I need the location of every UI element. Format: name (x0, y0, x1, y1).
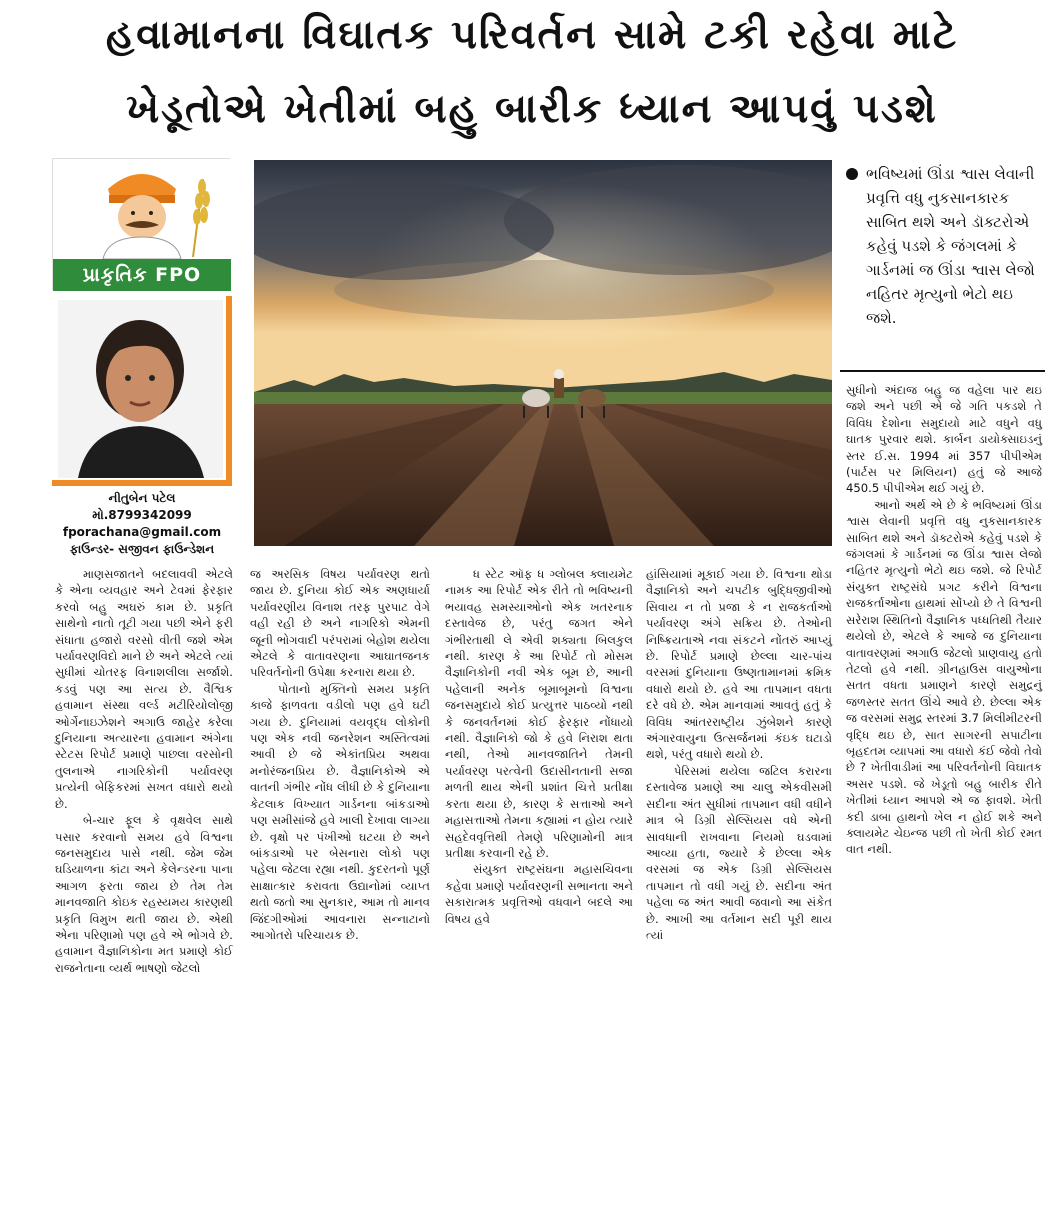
headline-line-2: ખેડૂતોએ ખેતીમાં બહુ બારીક ધ્યાન આપવું પડશે (126, 86, 938, 132)
author-phone: મો.8799342099 (92, 508, 192, 522)
pull-quote-text: ભવિષ્યમાં ઊંડા શ્વાસ લેવાની પ્રવૃત્તિ વધુ નુકસાનકારક સાબિત થશે અને ડૉક્ટરોએ કહેવું પડશે કે જંગલમાં કે ગાર્ડનમાં જ ઊંડા શ્વાસ લેજો નહિતર મૃત્યુનો ભેટો થઇ જશે. (866, 165, 1035, 327)
author-role: ફાઉન્ડર- સજીવન ફાઉન્ડેશન (69, 542, 215, 556)
fpo-logo (52, 158, 230, 290)
headline-line-1: હવામાનના વિઘાતક પરિવર્તન સામે ટકી રહેવા માટે (105, 12, 959, 58)
paragraph: પેરિસમાં થયેલા જટિલ કરારના દસ્તાવેજ પ્રમાણે આ ચાલુ એકવીસમી સદીના અંત સુધીમાં તાપમાન વધી વધીને માત્ર બે ડિગ્રી સેલ્સિયસ વધે એની સાવધાની રાખવાના નિયમો ઘડવામાં આવ્યા હતા, જ્યારે કે છેલ્લા એક વરસમાં જ એક ડિગ્રી સેલ્સિયસ તાપમાન તો વધી ગયું છે. સદીના અંત પહેલા જ અંત આવી જવાનો આ સંકેત છે. આખી આ વર્તમાન સદી પૂરી થાય ત્યાં (646, 763, 832, 942)
author-email: fporachana@gmail.com (62, 525, 222, 539)
article-column-2 (250, 566, 430, 943)
paragraph: આનો અર્થ એ છે કે ભવિષ્યમાં ઊંડા શ્વાસ લેવાની પ્રવૃત્તિ વધુ નુકસાનકારક સાબિત થશે અને ડૉક્ટરોએ કહેવું પડશે કે જંગલમાં કે ગાર્ડનમાં જ ઊંડા શ્વાસ લેજો નહિતર મૃત્યુનો ભેટો થઇ જશે. જે રિપોર્ટ સંયુક્ત રાષ્ટ્રસંઘે પ્રગટ કરીને વિશ્વના રાજકર્તાઓના હાથમાં સોંપ્યો છે તે વિશ્વની સરેરાશ સ્થિતિનો વૈજ્ઞાનિક પધ્ધતિથી તૈયાર થયેલો છે, એટલે કે આજે જ દુનિયાના વાતાવરણમાં અગાઉ જેટલો પ્રાણવાયુ હતો તેટલો હવે નથી. ગ્રીનહાઉસ વાયુઓના સતત વધતા પ્રમાણને કારણે સમુદ્રનું જળસ્તર સતત ઊંચે આવે છે. છેલ્લા એક જ વરસમાં સમુદ્ર સ્તરમાં 3.7 મિલીમીટરની વૃદ્ધિ થઇ છે, સાત સાગરની સપાટીના બૃહદતમ વ્યાપમાં આ વધારો કંઈ જેવો તેવો છે ? ખેતીવાડીમાં આ પરિવર્તનોની વિઘાતક અસર પડશે. જે ખેડૂતો બહુ બારીક રીતે ખેતીમાં ધ્યાન આપશે એ જ ફાવશે. ખેતી કદી ડાબા હાથનો ખેલ ન હોઈ શકે અને ક્લાયમેટ ચેઇન્જ પછી તો ખેતી કોઈ રમત વાત નથી. (846, 497, 1042, 857)
pull-quote (846, 162, 1042, 330)
article-column-3 (445, 566, 633, 927)
pull-quote-divider (840, 370, 1045, 372)
farmer-illustration (53, 159, 231, 259)
author-info (52, 490, 232, 558)
bullet-icon (846, 168, 858, 180)
paragraph: જ અરસિક વિષય પર્યાવરણ થતો જાય છે. દુનિયા કોઈ એક અણધાર્યા પર્યાવરણીય વિનાશ તરફ પુરપાટ વેગે વહી રહી છે અને નાગરિકો એમની જૂની ભોગવાદી પરંપરામાં બેહોશ થયેલા એટલે કે વાતાવરણના આઘાતજનક પરિવર્તનોની ઉપેક્ષા કરનારા થયા છે. (250, 567, 430, 680)
author-name: નીતુબેન પટેલ (108, 491, 176, 505)
paragraph: સુધીનો અંદાજ બહુ જ વહેલા પાર થઇ જશે અને પછી એ જે ગતિ પકડશે તે વિવિધ દેશોના સમુદાયો માટે વધુને વધુ ઘાતક પુરવાર થશે. કાર્બન ડાયોક્સાઇડનું સ્તર ઈ.સ. 1994 માં 357 પીપીએમ (પાર્ટસ પર મિલિયન) હતું જે આજે 450.5 પીપીએમ થઈ ગયું છે. (846, 383, 1042, 496)
paragraph: માણસજાતને બદલાવવી એટલે કે એના વ્યવહાર અને ટેવમાં ફેરફાર કરવો બહુ અઘરું કામ છે. પ્રકૃતિ સાથેનો નાતો તૂટી ગયા પછી એને ફરી સંધાતા હજારો વરસો વીતી જશે એમ પર્યાવરણવિદો માને છે અને એટલે ત્યાં સુધીમાં ચોતરફ વિનાશલીલા સર્જાશે. કડવું પણ આ સત્ય છે. વૈશ્વિક હવામાન સંસ્થા વર્લ્ડ મટીરિયોલોજી ઓર્ગેનાઇઝેશને અગાઉ જાહેર કરેલા દુનિયાના અત્યારના હવામાન અંગેના સ્ટેટસ રિપોર્ટ પ્રમાણે પાછલા વરસોની તુલનાએ નાગરિકોની પર્યાવરણ પ્રત્યેની બેફિકરમાં સખત વધારો થયો છે. (55, 567, 233, 811)
author-photo (58, 300, 223, 478)
fpo-label: પ્રાકૃતિક FPO (53, 259, 231, 291)
paragraph: પોતાનો મુક્તિનો સમય પ્રકૃતિ કાજે ફાળવતા વડીલો પણ હવે ઘટી ગયા છે. દુનિયામાં વયવૃદ્ધ લોકોની પણ એક નવી જનરેશન અસ્તિત્વમાં આવી છે જે એકાંતપ્રિય અથવા મનોરંજનપ્રિય છે. વૈજ્ઞાનિકોએ એ વાતની ગંભીર નોંધ લીધી છે કે દુનિયાના કેટલાક વિખ્યાત ગાર્ડનના બાંકડાઓ પણ સમીસાંજે હવે ખાલી દેખાવા લાગ્યા છે. વૃક્ષો પર પંખીઓ ઘટયા છે અને બાંકડાઓ પર બેસનારા લોકો પણ પહેલા જેટલા રહ્યા નથી. કુદરતનો પૂર્ણ સાક્ષાત્કાર કરાવતા ઉદ્યાનોમાં વ્યાપ્ત થતો જતો આ સુનકાર, આમ તો માનવ જિંદગીઓમાં આવનારા સન્નાટાનો આગોતરો પરિચાયક છે. (250, 681, 430, 942)
author-photo-frame (52, 296, 232, 486)
farm-field-photo (254, 160, 832, 546)
paragraph: હાંસિયામાં મૂકાઈ ગયા છે. વિશ્વના થોડા વૈજ્ઞાનિકો અને ચપટીક બુદ્ધિજીવીઓ સિવાય ન તો પ્રજા કે ન રાજકર્તાઓ પર્યાવરણ અંગે સક્રિય છે. તેઓની નિષ્ક્રિયતાએ નવા સંકટને નોંતરું આપ્યું છે. રિપોર્ટ પ્રમાણે છેલ્લા ચાર-પાંચ વરસમાં દુનિયાના ઉષ્ણતામાનમાં ક્રમિક વધારો થયો છે. હવે આ તાપમાન વધતા દરે વધે છે. એમ માનવામાં આવતું હતું કે વિવિધ આંતરરાષ્ટ્રીય ઝુંબેશને કારણે અંગારવાયુના ઉત્સર્જનમાં કંઇક ઘટાડો થશે, પરંતુ વધારો થયો છે. (646, 567, 832, 762)
paragraph: બે-ચાર ફૂલ કે વૃક્ષવેલ સાથે પસાર કરવાનો સમય હવે વિશ્વના જનસમુદાય પાસે નથી. જેમ જેમ ઘડિયાળના કાંટા અને કેલેન્ડરના પાના આગળ ફરતા જાય છે તેમ તેમ માનવજાતિ કોઇક રહસ્યમય કારણથી પ્રકૃતિ વિમુખ થતી જાય છે. એથી એના પરિણામો પણ હવે એ ભોગવે છે. હવામાન વૈજ્ઞાનિકોના મત પ્રમાણે કોઈ રાજનેતાના વ્યર્થ ભાષણો જેટલો (55, 813, 233, 975)
paragraph: ધ સ્ટેટ ઑફ ધ ગ્લોબલ ક્લાયમેટ નામક આ રિપોર્ટ એક રીતે તો ભવિષ્યની ભયાવહ સમસ્યાઓનો એક ખતરનાક દસ્તાવેજ છે, પરંતુ જગત એને ગંભીરતાથી લે એવી શક્યતા બિલકુલ નથી. કારણ કે આ રિપોર્ટ તો મોસમ વૈજ્ઞાનિકોની નવી એક બૂમ છે, આની પહેલાની અનેક બૂમાબૂમનો વિશ્વના જનસમુદાયે કોઈ પ્રત્યુત્તર પાઠવ્યો નથી કે જનવર્તનમાં કોઈ ફેરફાર નોંધાયો નથી. વૈજ્ઞાનિકો જો કે હવે નિરાશ થતા નથી, તેઓ માનવજાતિને તેમની પર્યાવરણ પરત્વેની ઉદાસીનતાની સજા મળતી થાય એની પ્રશાંત ચિત્તે પ્રતીક્ષા કરતા થયા છે, કારણ કે સત્તાઓ અને મહાસત્તાઓ તેમના કહ્યામાં ન હોય ત્યારે સહદેવવૃત્તિથી તેમણે પરિણામોની માત્ર પ્રતીક્ષા કરવાની રહે છે. (445, 567, 633, 860)
article-column-4 (646, 566, 832, 943)
paragraph: સંયુક્ત રાષ્ટ્રસંઘના મહાસચિવના કહેવા પ્રમાણે પર્યાવરણની સભાનતા અને સકારાત્મક પ્રવૃત્તિઓ વધવાને બદલે આ વિષય હવે (445, 862, 633, 926)
article-column-5 (846, 382, 1042, 858)
article-column-1 (55, 566, 233, 976)
